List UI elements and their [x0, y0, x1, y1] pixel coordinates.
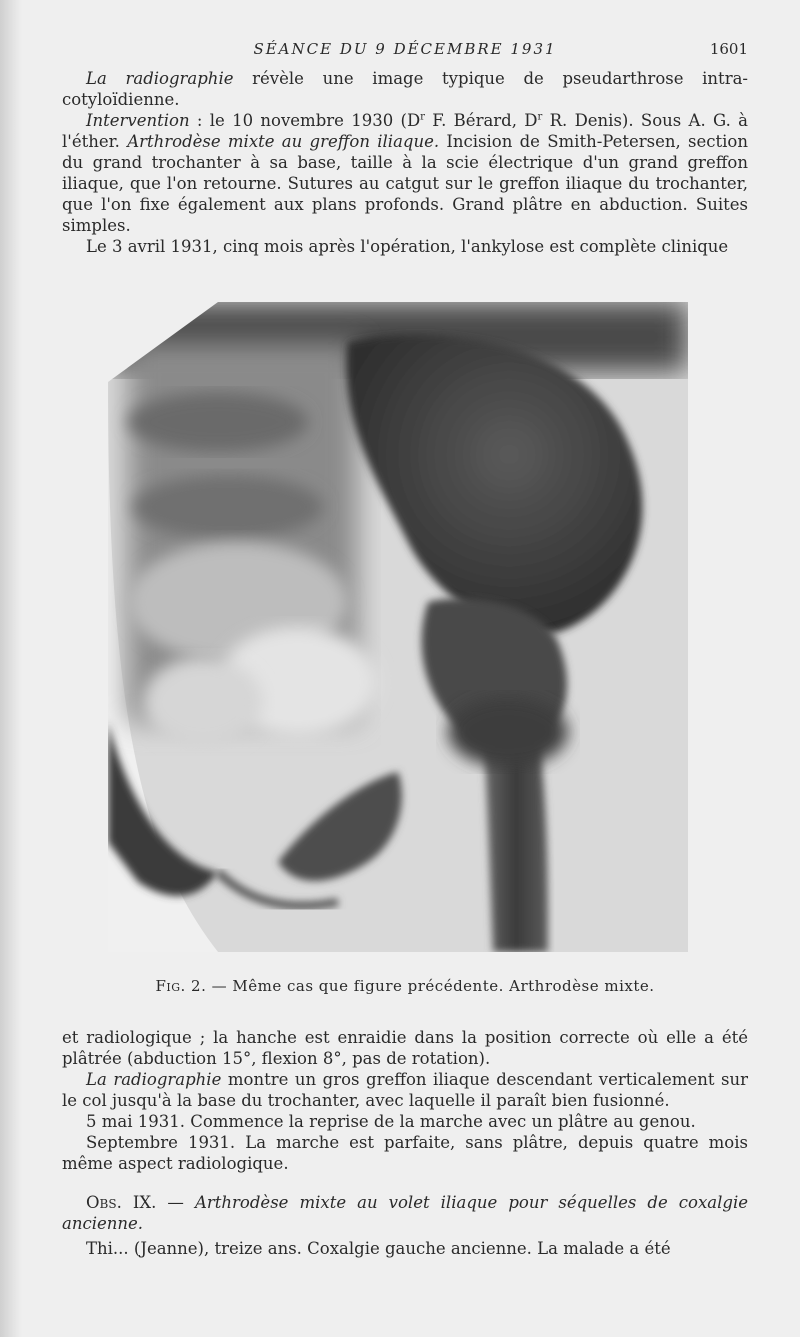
- paragraph-text: Le 3 avril 1931, cinq mois après l'opération, l'ankylose est complète clinique: [86, 237, 729, 256]
- paragraph-text: F. Bérard, D: [424, 111, 538, 130]
- radiograph-image: [108, 302, 688, 952]
- paragraph-text: révèle une image typique de pseudarthrose intra-cotyloïdienne.: [62, 69, 748, 109]
- radiograph-figure: [108, 302, 688, 952]
- paragraph-ankylose: [62, 236, 748, 257]
- paragraph-mai: [62, 1111, 748, 1132]
- observation-dash: —: [156, 1193, 195, 1212]
- paragraph-intervention: [62, 110, 748, 236]
- paragraph-thi: [62, 1238, 748, 1259]
- italic-term: La radiographie: [86, 69, 234, 88]
- paragraph-text: montre un gros greffon iliaque descendant verticalement sur le col jusqu'à la base du trochanter, avec laquelle il paraît bien fusionné.: [62, 1070, 748, 1110]
- observation-label: Obs. IX.: [86, 1193, 157, 1212]
- paragraph-septembre: [62, 1132, 748, 1174]
- italic-term: Intervention: [86, 111, 190, 130]
- observation-heading: [62, 1192, 748, 1234]
- paragraph-text: 5 mai 1931. Commence la reprise de la marche avec un plâtre au genou.: [86, 1112, 696, 1131]
- page-number: 1601: [709, 40, 748, 58]
- figure-label: Fig. 2.: [155, 977, 207, 995]
- paragraph-radiographie: [62, 68, 748, 110]
- paragraph-text: et radiologique ; la hanche est enraidie dans la position correcte où elle a été plâtrée (abduction 15°, flexion 8°, pas de rotation).: [62, 1028, 748, 1068]
- paragraph-text: Incision de Smith-Petersen, section du grand trochanter à sa base, taille à la scie électrique d'un grand greffon iliaque, que l'on retourne. Sutures au catgut sur le greffon iliaque du trochanter, que l'on fixe également aux plans profonds. Grand plâtre en abduction. Suites simples.: [62, 132, 748, 235]
- italic-term: Arthrodèse mixte au greffon iliaque.: [127, 132, 440, 151]
- paragraph-radiologique: [62, 1027, 748, 1069]
- superscript: r: [537, 111, 543, 123]
- paragraph-greffon: [62, 1069, 748, 1111]
- running-header: [62, 40, 748, 68]
- paragraph-text: R. Denis). Sous A. G. à l'éther.: [62, 111, 748, 151]
- superscript: r: [420, 111, 425, 123]
- paragraph-text: Septembre 1931. La marche est parfaite, sans plâtre, depuis quatre mois même aspect radiologique.: [62, 1133, 748, 1173]
- page-body: [62, 40, 748, 257]
- paragraph-text: Thi... (Jeanne), treize ans. Coxalgie gauche ancienne. La malade a été: [86, 1239, 671, 1258]
- italic-term: La radiographie: [86, 1070, 222, 1089]
- observation-title: Arthrodèse mixte au volet iliaque pour séquelles de coxalgie ancienne.: [62, 1193, 748, 1233]
- page-gutter: [0, 0, 22, 1337]
- text-block-observation: [62, 1192, 748, 1259]
- text-block-after-figure: [62, 1027, 748, 1174]
- caption-text: — Même cas que figure précédente. Arthrodèse mixte.: [206, 977, 655, 995]
- paragraph-text: : le 10 novembre 1930 (D: [189, 111, 421, 130]
- figure-caption: [62, 977, 748, 995]
- running-title: SÉANCE DU 9 DÉCEMBRE 1931: [253, 40, 557, 58]
